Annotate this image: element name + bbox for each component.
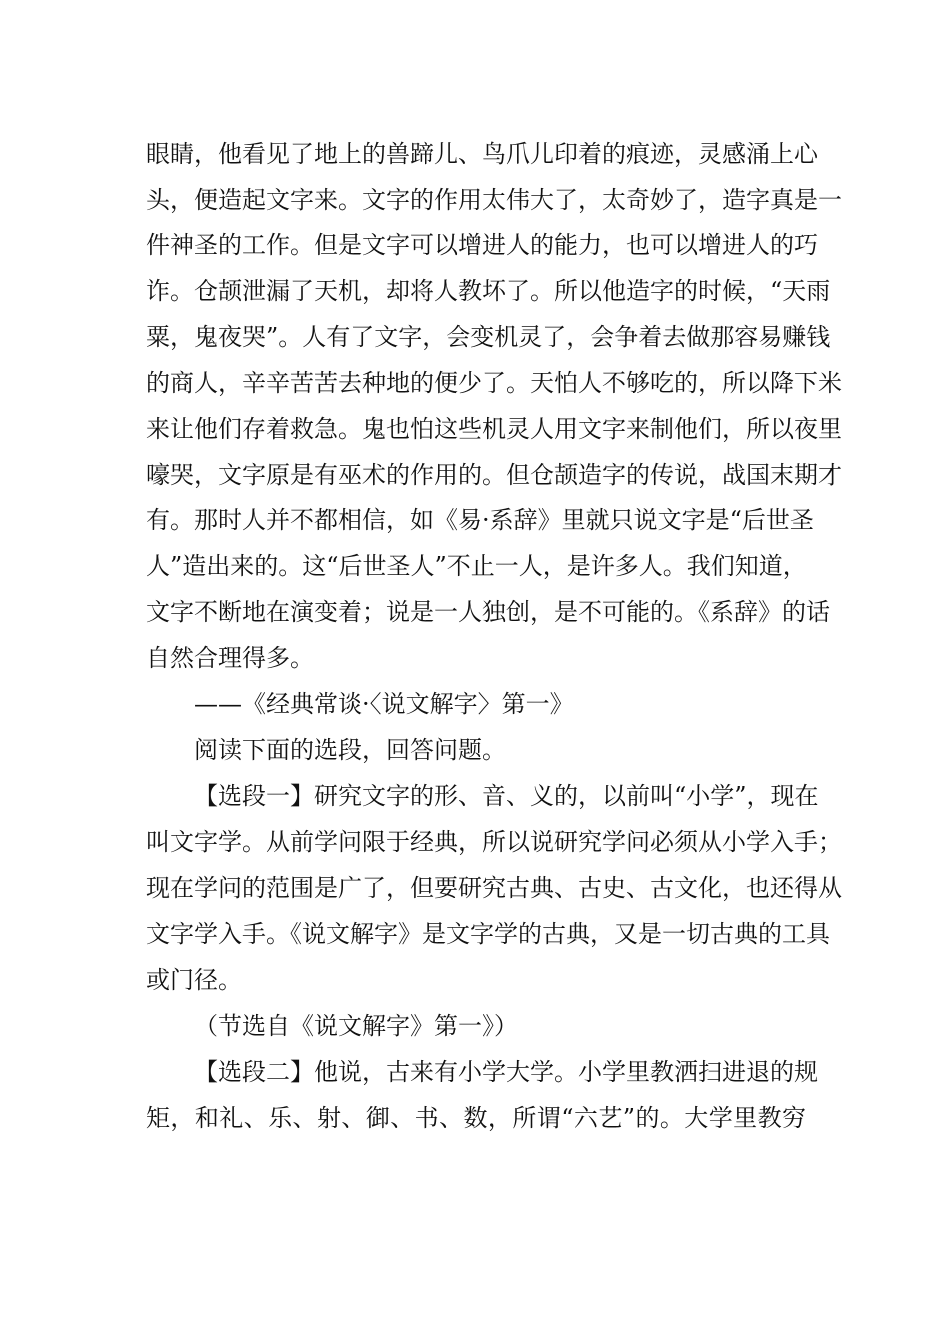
text-line: 诈。仓颉泄漏了天机，却将人教坏了。所以他造字的时候，“天雨 [146, 277, 831, 305]
excerpt-one-line: 叫文字学。从前学问限于经典，所以说研究学问必须从小学入手； [146, 828, 842, 856]
instruction-text: 阅读下面的选段，回答问题。 [194, 736, 506, 764]
text-line: 件神圣的工作。但是文字可以增进人的能力，也可以增进人的巧 [146, 231, 818, 259]
source-citation: ——《经典常谈·〈说文解字〉第一》 [194, 690, 574, 718]
excerpt-source: （节选自《说文解字》第一》） [194, 1012, 518, 1040]
excerpt-one-line: 或门径。 [146, 966, 242, 994]
text-line: 文字不断地在演变着；说是一人独创，是不可能的。《系辞》的话 [146, 598, 830, 626]
text-line: 的商人，辛辛苦苦去种地的便少了。天怕人不够吃的，所以降下米 [146, 369, 842, 397]
text-line: 来让他们存着救急。鬼也怕这些机灵人用文字来制他们，所以夜里 [146, 415, 842, 443]
excerpt-two-line: 矩，和礼、乐、射、御、书、数，所谓“六艺”的。大学里教穷 [146, 1104, 806, 1132]
excerpt-two-line: 【选段二】他说，古来有小学大学。小学里教洒扫进退的规 [194, 1058, 818, 1086]
text-line: 嚎哭，文字原是有巫术的作用的。但仓颉造字的传说，战国末期才 [146, 461, 842, 489]
text-line: 粟，鬼夜哭”。人有了文字，会变机灵了，会争着去做那容易赚钱 [146, 323, 831, 351]
excerpt-one-line: 【选段一】研究文字的形、音、义的，以前叫“小学”，现在 [194, 782, 819, 810]
text-line: 有。那时人并不都相信，如《易·系辞》里就只说文字是“后世圣 [146, 506, 814, 534]
text-line: 头，便造起文字来。文字的作用太伟大了，太奇妙了，造字真是一 [146, 186, 842, 214]
excerpt-one-line: 现在学问的范围是广了，但要研究古典、古史、古文化，也还得从 [146, 874, 842, 902]
text-line: 自然合理得多。 [146, 644, 314, 672]
text-line: 人”造出来的。这“后世圣人”不止一人，是许多人。我们知道， [146, 552, 807, 580]
excerpt-one-line: 文字学入手。《说文解字》是文字学的古典，又是一切古典的工具 [146, 920, 830, 948]
text-line: 眼睛，他看见了地上的兽蹄儿、鸟爪儿印着的痕迹，灵感涌上心 [146, 140, 818, 168]
